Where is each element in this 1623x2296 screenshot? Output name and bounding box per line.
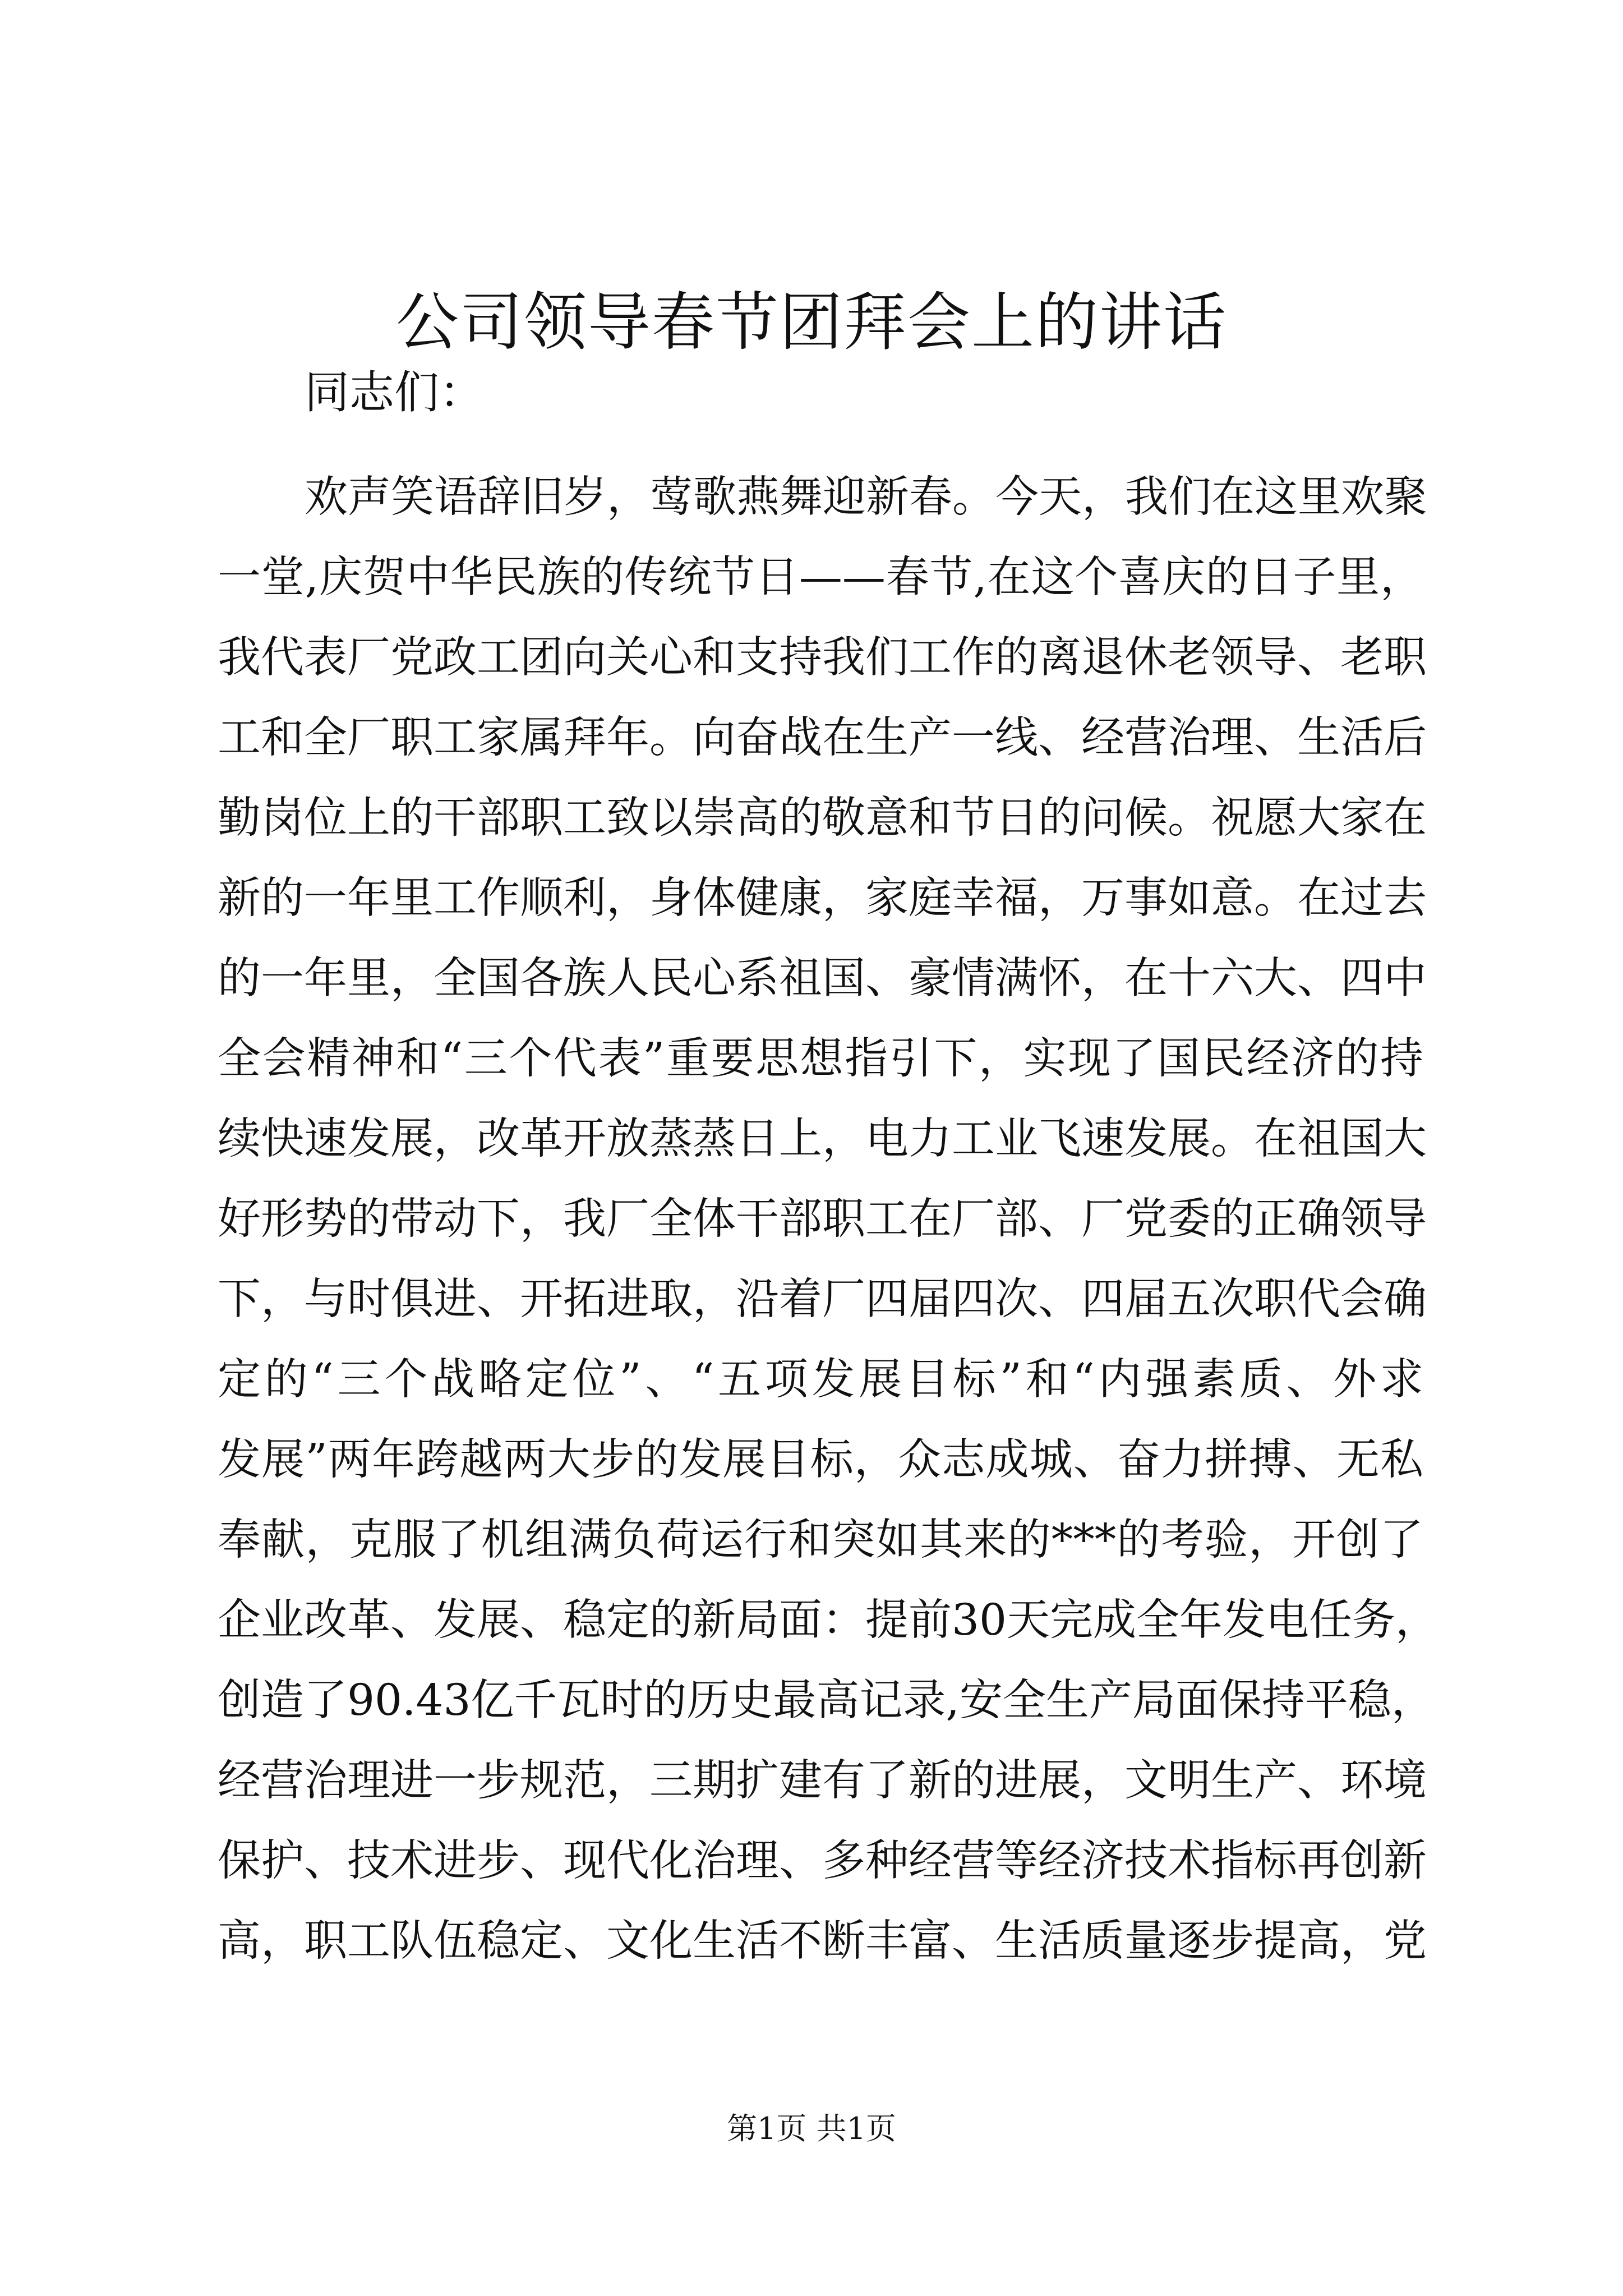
body-line: 奉献，克服了机组满负荷运行和突如其来的***的考验，开创了 [218, 1515, 1423, 1565]
body-line: 的一年里，全国各族人民心系祖国、豪情满怀，在十六大、四中 [218, 954, 1427, 1004]
body-line: 我代表厂党政工团向关心和支持我们工作的离退休老领导、老职 [218, 633, 1427, 683]
body-line: 好形势的带动下，我厂全体干部职工在厂部、厂党委的正确领导 [218, 1194, 1427, 1244]
body-line: 发展”两年跨越两大步的发展目标，众志成城、奋力拼搏、无私 [218, 1435, 1423, 1485]
body-line: 工和全厂职工家属拜年。向奋战在生产一线、经营治理、生活后 [218, 713, 1427, 763]
body-line: 续快速发展，改革开放蒸蒸日上，电力工业飞速发展。在祖国大 [218, 1114, 1427, 1164]
body-line: 保护、技术进步、现代化治理、多种经营等经济技术指标再创新 [218, 1836, 1427, 1886]
document-title: 公司领导春节团拜会上的讲话 [396, 286, 1227, 359]
page-footer: 第1页 共1页 [727, 2111, 896, 2146]
body-line: 新的一年里工作顺利，身体健康，家庭幸福，万事如意。在过去 [218, 873, 1427, 923]
body-line: 欢声笑语辞旧岁，莺歌燕舞迎新春。今天，我们在这里欢聚 [305, 472, 1427, 522]
body-line: 创造了90.43亿千瓦时的历史最高记录,安全生产局面保持平稳， [218, 1676, 1435, 1726]
body-line: 一堂,庆贺中华民族的传统节日——春节,在这个喜庆的日子里， [218, 553, 1423, 602]
body-line: 下，与时俱进、开拓进取，沿着厂四届四次、四届五次职代会确 [218, 1274, 1427, 1324]
body-line: 高，职工队伍稳定、文化生活不断丰富、生活质量逐步提高，党 [218, 1916, 1427, 1966]
body-line: 经营治理进一步规范，三期扩建有了新的进展，文明生产、环境 [218, 1756, 1427, 1806]
greeting: 同志们： [305, 366, 484, 418]
body-line: 勤岗位上的干部职工致以崇高的敬意和节日的问候。祝愿大家在 [218, 793, 1427, 843]
body-line: 全会精神和“三个代表”重要思想指引下，实现了国民经济的持 [218, 1034, 1423, 1084]
body-line: 定的“三个战略定位”、“五项发展目标”和“内强素质、外求 [218, 1355, 1423, 1405]
body-text [218, 457, 1438, 1981]
body-line: 企业改革、发展、稳定的新局面：提前30天完成全年发电任务， [218, 1595, 1438, 1645]
